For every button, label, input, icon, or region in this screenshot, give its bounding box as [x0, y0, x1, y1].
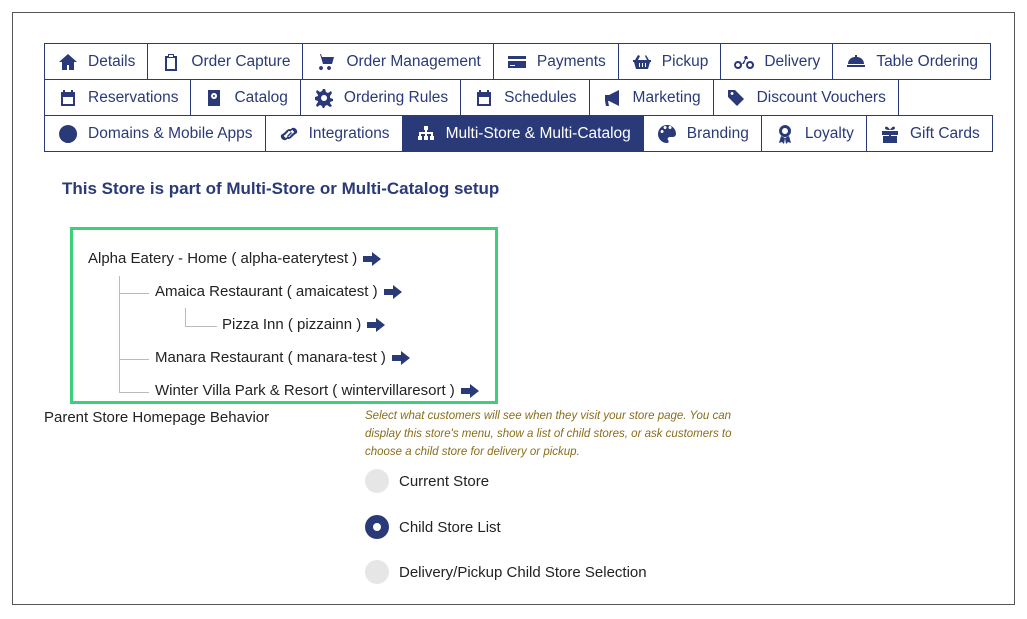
arrow-right-icon[interactable]: [461, 384, 479, 398]
tab-branding[interactable]: [643, 115, 762, 152]
page-title: This Store is part of Multi-Store or Multi-Catalog setup: [62, 179, 500, 198]
tab-table-ordering[interactable]: [832, 43, 991, 80]
arrow-right-icon[interactable]: [363, 252, 381, 266]
tab-catalog[interactable]: [190, 79, 300, 116]
tree-node-child[interactable]: [155, 382, 479, 399]
tab-label: Order Management: [346, 52, 481, 70]
option-current-store[interactable]: [365, 469, 489, 493]
tree-connector: [185, 326, 217, 327]
tree-node-child[interactable]: [155, 283, 402, 300]
calendar-icon: [58, 88, 78, 108]
tab-label: Order Capture: [191, 52, 291, 70]
settings-panel: [12, 12, 1015, 605]
tab-marketing[interactable]: [589, 79, 714, 116]
tab-order-management[interactable]: [302, 43, 493, 80]
tab-domains-mobile-apps[interactable]: [44, 115, 266, 152]
tab-integrations[interactable]: [265, 115, 403, 152]
tags-icon: [727, 88, 747, 108]
tree-node-label: Winter Villa Park & Resort ( wintervillaresort ): [155, 382, 455, 399]
tab-label: Catalog: [234, 88, 288, 106]
tab-pickup[interactable]: [618, 43, 722, 80]
sitemap-icon: [416, 124, 436, 144]
radio-label: Current Store: [399, 472, 490, 490]
bicycle-icon: [734, 52, 754, 72]
tab-label: Discount Vouchers: [756, 88, 886, 106]
tab-gift-cards[interactable]: [866, 115, 993, 152]
tab-label: Integrations: [308, 124, 390, 142]
tab-details[interactable]: [44, 43, 148, 80]
tab-discount-vouchers[interactable]: [713, 79, 899, 116]
tree-node-label: Manara Restaurant ( manara-test ): [155, 349, 386, 366]
tab-label: Multi-Store & Multi-Catalog: [445, 124, 631, 142]
radio-label: Child Store List: [399, 518, 501, 536]
tab-delivery[interactable]: [720, 43, 833, 80]
home-icon: [58, 52, 78, 72]
tab-reservations[interactable]: [44, 79, 191, 116]
tab-label: Schedules: [504, 88, 577, 106]
option-delivery-pickup-selection[interactable]: [365, 560, 647, 584]
award-icon: [775, 124, 795, 144]
arrow-right-icon[interactable]: [367, 318, 385, 332]
tab-label: Details: [88, 52, 136, 70]
radio-button[interactable]: [365, 560, 389, 584]
basket-icon: [632, 52, 652, 72]
option-child-store-list[interactable]: [365, 515, 501, 539]
tree-node-child[interactable]: [155, 349, 410, 366]
settings-tabs: [44, 43, 989, 151]
calendar-icon: [474, 88, 494, 108]
tree-node-label: Pizza Inn ( pizzainn ): [222, 316, 362, 333]
gift-icon: [880, 124, 900, 144]
cart-icon: [316, 52, 336, 72]
store-tree: [70, 227, 498, 404]
tab-label: Table Ordering: [876, 52, 978, 70]
arrow-right-icon[interactable]: [392, 351, 410, 365]
tab-label: Reservations: [88, 88, 179, 106]
tab-label: Domains & Mobile Apps: [88, 124, 253, 142]
tab-label: Gift Cards: [909, 124, 980, 142]
tab-row-3: [44, 115, 989, 151]
tree-connector: [119, 293, 149, 294]
radio-label: Delivery/Pickup Child Store Selection: [399, 563, 647, 581]
globe-icon: [58, 124, 78, 144]
credit-card-icon: [507, 52, 527, 72]
tab-label: Marketing: [632, 88, 701, 106]
arrow-right-icon[interactable]: [384, 285, 402, 299]
gear-icon: [314, 88, 334, 108]
tree-node-label: Amaica Restaurant ( amaicatest ): [155, 283, 378, 300]
link-icon: [279, 124, 299, 144]
tab-schedules[interactable]: [460, 79, 589, 116]
radio-button-selected[interactable]: [365, 515, 389, 539]
tab-ordering-rules[interactable]: [300, 79, 461, 116]
tab-label: Payments: [536, 52, 606, 70]
tab-label: Loyalty: [804, 124, 854, 142]
radio-button[interactable]: [365, 469, 389, 493]
tree-connector: [185, 308, 186, 326]
cloche-icon: [846, 52, 866, 72]
tab-loyalty[interactable]: [761, 115, 867, 152]
tree-node-label: Alpha Eatery - Home ( alpha-eaterytest ): [88, 250, 358, 267]
clipboard-icon: [161, 52, 181, 72]
tree-connector: [119, 359, 149, 360]
tab-row-1: [44, 43, 989, 79]
megaphone-icon: [603, 88, 623, 108]
catalog-icon: [204, 88, 224, 108]
tab-label: Delivery: [764, 52, 821, 70]
tab-payments[interactable]: [493, 43, 619, 80]
tab-label: Ordering Rules: [343, 88, 449, 106]
tab-multi-store-multi-catalog[interactable]: [402, 115, 644, 152]
palette-icon: [657, 124, 677, 144]
homepage-behavior-label: Parent Store Homepage Behavior: [44, 409, 270, 426]
tab-label: Pickup: [661, 52, 709, 70]
tree-node-root[interactable]: [88, 250, 381, 267]
tab-label: Branding: [686, 124, 749, 142]
tree-node-grandchild[interactable]: [222, 316, 385, 333]
tree-connector: [119, 392, 149, 393]
tab-row-2: [44, 79, 989, 115]
tab-order-capture[interactable]: [147, 43, 303, 80]
homepage-behavior-help: Select what customers will see when they visit your store page. You can display this store's menu, show a list of child stores, or ask customers to choose a child store for delivery or pickup.: [365, 410, 732, 458]
